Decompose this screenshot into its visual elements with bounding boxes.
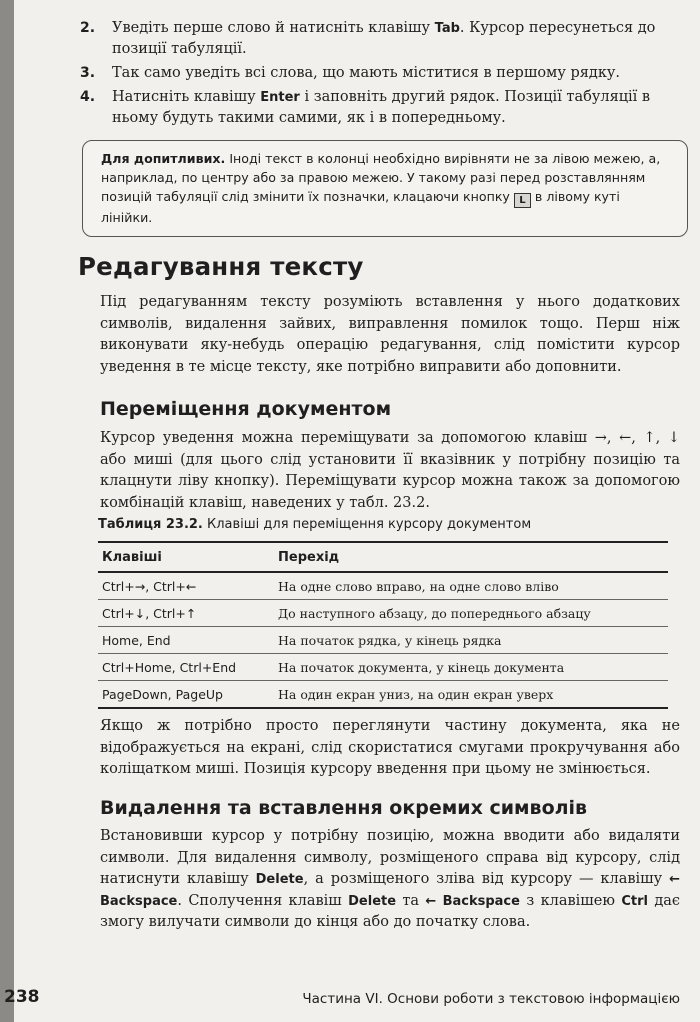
caption-text: Клавіші для переміщення курсору документом [202, 517, 532, 532]
key-name: Delete [255, 872, 304, 887]
table-row [98, 627, 668, 654]
paragraph-text: з клавішею [519, 892, 622, 909]
step-text: Так само уведіть всі слова, що мають міститися в першому рядку. [112, 65, 621, 81]
table-cell-action: На початок документа, у кінець документа [274, 654, 668, 681]
step-text: Натисніть клавішу [112, 89, 261, 105]
list-item [80, 87, 680, 129]
table-cell-action: До наступного абзацу, до попереднього абзацу [274, 600, 668, 627]
running-footer: Частина VI. Основи роботи з текстовою інформацією [302, 991, 680, 1007]
key-name: Enter [260, 90, 300, 105]
paragraph-text: . Сполучення клавіш [177, 892, 349, 909]
step-number: 2. [80, 20, 96, 36]
paragraph-text: , а розміщеного зліва від курсору — клавішу [303, 871, 670, 887]
table-cell-keys: Home, End [98, 627, 274, 654]
curious-note-box [82, 140, 688, 237]
key-name: ← Backspace [425, 893, 520, 909]
caption-label: Таблиця 23.2. [98, 517, 203, 532]
table-cell-keys: Ctrl+→, Ctrl+← [98, 572, 274, 600]
page-edge [0, 0, 14, 1022]
table-cell-keys: Ctrl+Home, Ctrl+End [98, 654, 274, 681]
list-item [80, 18, 680, 60]
note-text: в лівому куті лінійки. [101, 189, 620, 225]
table-cell-keys: Ctrl+↓, Ctrl+↑ [98, 600, 274, 627]
navigation-paragraph: Курсор уведення можна переміщувати за допомогою клавіш →, ←, ↑, ↓ або миші (для цього слід установити її вказівник у потрібну позицію та клацнути ліву кнопку). Переміщувати курсор можна також за допомогою комбінацій клавіш, наведених у табл. 23.2. [100, 430, 680, 511]
paragraph-text: Встановивши курсор у потрібну позицію, можна вводити або видаляти символи. Для видалення символу, розміщеного справа від курсору, слід натиснути клавішу [100, 828, 680, 887]
step-number: 3. [80, 65, 96, 81]
list-item [80, 63, 680, 84]
key-name: ← Backspace [100, 872, 681, 909]
step-text: і заповніть другий рядок. Позиції табуляції в ньому будуть такими самими, як і в попередньому. [112, 89, 651, 126]
note-label: Для допитливих. [101, 151, 226, 166]
page-number: 238 [4, 987, 40, 1007]
table-header-row [98, 542, 668, 572]
steps-list [80, 18, 680, 132]
table-cell-action: На початок рядка, у кінець рядка [274, 627, 668, 654]
keys-table [98, 541, 668, 709]
delete-paragraph [100, 826, 680, 934]
tab-selector-icon: L [514, 193, 531, 208]
table-row [98, 681, 668, 709]
subheading-delete-insert: Видалення та вставлення окремих символів [100, 797, 588, 819]
column-header: Клавіші [98, 542, 274, 572]
table-cell-action: На одне слово вправо, на одне слово вліво [274, 572, 668, 600]
key-name: Ctrl [621, 893, 648, 909]
note-text: Іноді текст в колонці необхідно вирівняти не за лівою межею, а, наприклад, по центру або за правою межею. У такому разі перед розставлянням позицій табуляції слід змінити їх позначки, клацаючи кнопку [101, 151, 661, 204]
paragraph-text: та [396, 892, 426, 909]
table-caption [98, 517, 531, 532]
table-row [98, 600, 668, 627]
scroll-paragraph: Якщо ж потрібно просто переглянути частину документа, яка не відображується на екрані, слід скористатися смугами прокручування або коліщатком миші. Позиція курсору введення при цьому не змінюється. [100, 718, 680, 777]
step-number: 4. [80, 89, 96, 105]
table-row [98, 572, 668, 600]
table-cell-action: На один екран униз, на один екран уверх [274, 681, 668, 709]
key-name: Delete [348, 893, 397, 909]
step-text: Уведіть перше слово й натисніть клавішу [112, 20, 435, 36]
intro-paragraph: Під редагуванням тексту розуміють вставлення у нього додаткових символів, видалення зайвих, виправлення помилок тощо. Перш ніж виконувати яку-небудь операцію редагування, слід помістити курсор уведення в те місце тексту, яке потрібно виправити або доповнити. [100, 294, 680, 375]
section-title: Редагування тексту [78, 252, 364, 281]
table-cell-keys: PageDown, PageUp [98, 681, 274, 709]
step-text: . Курсор пересунеться до позиції табуляції. [112, 20, 656, 57]
column-header: Перехід [274, 542, 668, 572]
paragraph-text: дає змогу вилучати символи до кінця або до початку слова. [100, 892, 681, 930]
key-name: Tab [434, 21, 460, 36]
table-row [98, 654, 668, 681]
subheading-navigation: Переміщення документом [100, 398, 392, 420]
